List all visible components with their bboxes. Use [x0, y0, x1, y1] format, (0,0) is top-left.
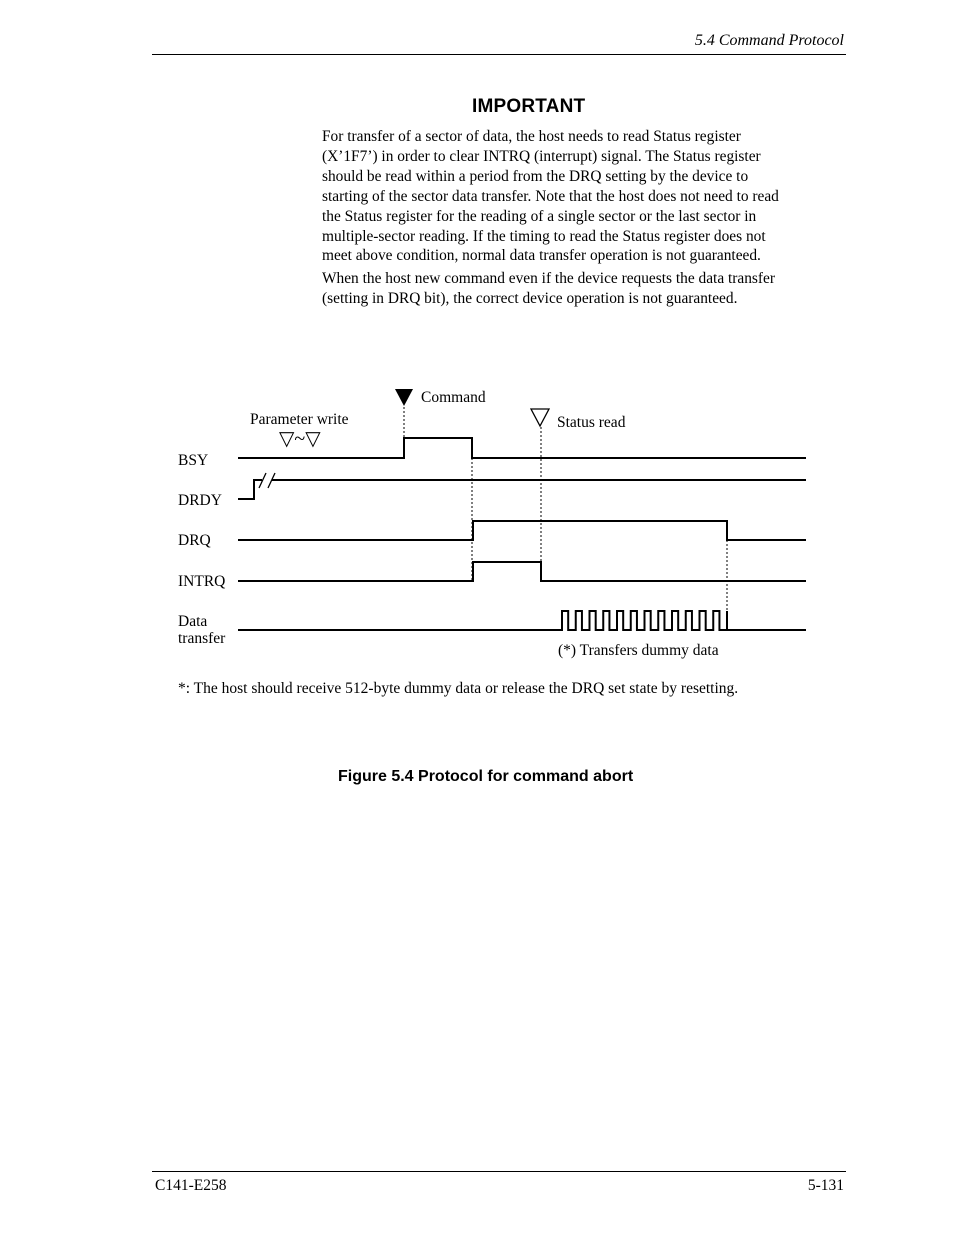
- status-read-label: Status read: [557, 414, 626, 431]
- section-header: 5.4 Command Protocol: [694, 32, 844, 49]
- signal-label-data-line1: Data: [178, 613, 208, 630]
- signal-label-drq: DRQ: [178, 532, 211, 549]
- signal-label-intrq: INTRQ: [178, 573, 226, 590]
- intrq-waveform: [238, 562, 806, 581]
- parameter-write-label: Parameter write: [250, 411, 349, 428]
- parameter-write-symbol: ▽~▽: [279, 428, 321, 450]
- data-transfer-pulses: [238, 611, 806, 630]
- footnote: *: The host should receive 512-byte dummy data or release the DRQ set state by resetting.: [178, 680, 739, 697]
- data-transfer-waveform: [238, 611, 806, 630]
- footer-rule: [152, 1171, 846, 1172]
- important-paragraph-1: For transfer of a sector of data, the host needs to read Status register (X’1F7’) in order to clear INTRQ (interrupt) signal. The Status register should be read within a period from the DRQ setting by the device to starting of the sector data transfer. Note that the host does not need to read the Status register for the reading of a single sector or the last sector in multiple-sector reading. If the timing to read the Status register does not meet above condition, normal data transfer operation is not guaranteed.: [322, 128, 779, 265]
- command-label: Command: [421, 389, 486, 406]
- drdy-waveform-start: [238, 480, 262, 499]
- bsy-waveform: [238, 438, 806, 458]
- signal-label-bsy: BSY: [178, 452, 209, 469]
- page-number: 5-131: [807, 1177, 844, 1194]
- status-read-marker-icon: [531, 409, 549, 426]
- signal-label-data-line2: transfer: [178, 630, 226, 647]
- important-heading: IMPORTANT: [472, 96, 586, 117]
- document-id: C141-E258: [155, 1177, 227, 1194]
- dummy-data-note: (*) Transfers dummy data: [558, 642, 719, 659]
- important-paragraph-2: When the host new command even if the device requests the data transfer (setting in DRQ bit), the correct device operation is not guaranteed.: [322, 270, 775, 308]
- signal-label-drdy: DRDY: [178, 492, 222, 509]
- drq-waveform: [238, 521, 806, 540]
- command-marker-icon: [395, 389, 413, 406]
- figure-caption: Figure 5.4 Protocol for command abort: [338, 768, 634, 785]
